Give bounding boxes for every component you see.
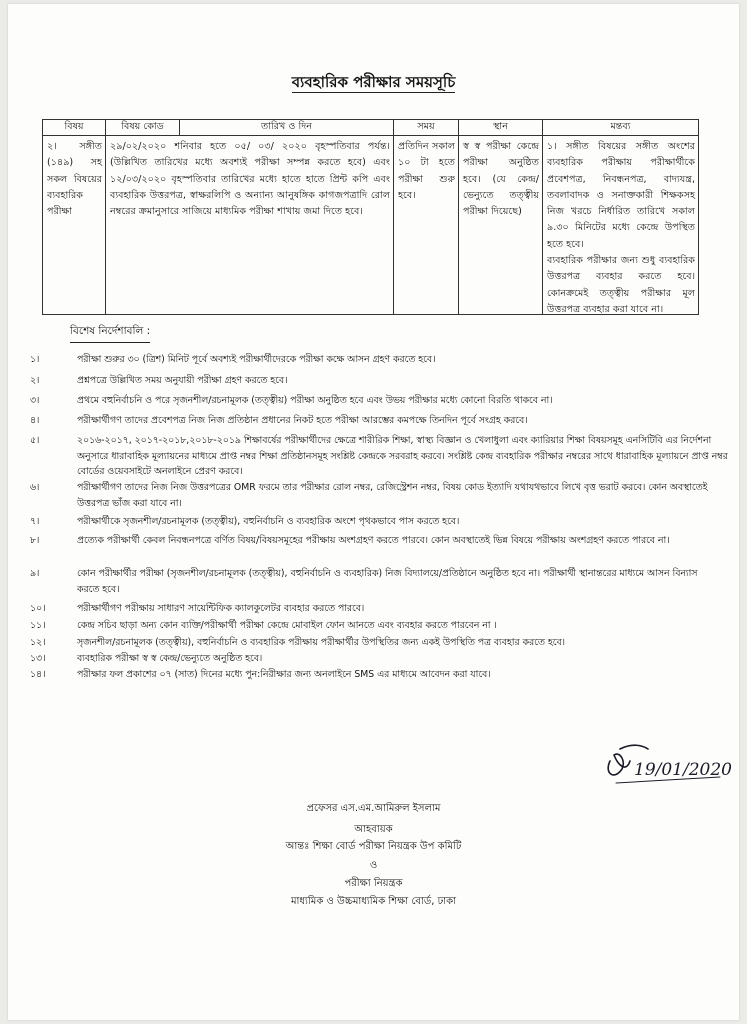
instruction-text: ২০১৬-২০১৭, ২০১৭-২০১৮,২০১৮-২০১৯ শিক্ষাবর্ষের পরীক্ষার্থীদের ক্ষেত্রে শারীরিক শিক্ষা, স্বাস্থ্য বিজ্ঞান ও খেলাধুলা এবং ক্যারিয়ার শিক্ষা বিষয়সমূহ এনসিটিবি এর নির্দেশনা অনুসারে ধারাবাহিক মূল্যায়নের মাধ্যমে প্রাপ্ত নম্বর শিক্ষা প্রতিষ্ঠানসমূহ সংশ্লিষ্ট কেন্দ্রকে সরবরাহ করবে। সংশ্লিষ্ট কেন্দ্র ব্যবহারিক পরীক্ষার নম্বরের সাথে ধারাবাহিক মূল্যায়নে প্রাপ্ত নম্বর বোর্ডের ওয়েবসাইটে অনলাইনে প্রেরণ করবে। xyxy=(77,435,728,477)
document-title xyxy=(0,71,747,96)
instruction-text: ব্যবহারিক পরীক্ষা স্ব স্ব কেন্দ্র/ভেন্যুতে অনুষ্ঠিত হবে। xyxy=(77,653,263,664)
remark-2: ব্যবহারিক পরীক্ষার জন্য শুধু ব্যবহারিক উত্তরপত্র ব্যবহার করতে হবে। কোনক্রমেই তত্ত্বীয় পরীক্ষার মূল উত্তরপত্র ব্যবহার করা যাবে না। xyxy=(547,255,695,315)
instruction-number: ১১। xyxy=(30,620,46,631)
instruction-text: পরীক্ষার্থীগণ তাদের প্রবেশপত্র নিজ নিজ প্রতিষ্ঠান প্রধানের নিকট হতে পরীক্ষা আরম্ভের কমপক্ষে তিনদিন পূর্বে সংগ্রহ করবে। xyxy=(77,415,528,426)
cell-subject: ২। সঙ্গীত (১৪৯) সহ সকল বিষয়ের ব্যবহারিক পরীক্ষা xyxy=(43,136,106,315)
cell-time: প্রতিদিন সকাল ১০ টা হতে পরীক্ষা শুরু হবে। xyxy=(394,136,459,315)
signatory-name: প্রফেসর এস.এম.আমিরুল ইসলাম xyxy=(306,803,441,814)
signatory-organization: মাধ্যমিক ও উচ্চমাধ্যমিক শিক্ষা বোর্ড, ঢাকা xyxy=(290,896,457,907)
signature-date: 19/01/2020 xyxy=(634,760,732,780)
instruction-text: পরীক্ষার্থীগণ পরীক্ষায় সাধারণ সায়েন্টিফিক ক্যালকুলেটর ব্যবহার করতে পারবে। xyxy=(77,603,365,614)
instruction-number: ২। xyxy=(30,375,40,386)
header-remarks: মন্তব্য xyxy=(543,120,699,136)
instruction-number: ১৩। xyxy=(30,653,46,664)
instruction-text: পরীক্ষা শুরুর ৩০ (ত্রিশ) মিনিট পূর্বে অবশ্যই পরীক্ষার্থীদেরকে পরীক্ষা কক্ষে আসন গ্রহণ করতে হবে। xyxy=(77,354,436,365)
instruction-number: ৪। xyxy=(30,415,40,426)
signatory-role-controller: পরীক্ষা নিয়ন্ত্রক xyxy=(344,878,403,889)
handwritten-signature xyxy=(596,739,732,791)
cell-date: ২৯/০২/২০২০ শনিবার হতে ০৫/ ০৩/ ২০২০ বৃহস্পতিবার পর্যন্ত। (উল্লিখিত তারিখের মধ্যে অবশ্যই পরীক্ষা সম্পন্ন করতে হবে) এবং ১২/০৩/২০২০ বৃহস্পতিবার তারিখের মধ্যে হাতে হাতে প্রিন্ট কপি এবং ব্যবহারিক উত্তরপত্র, স্বাক্ষরলিপি ও অন্যান্য আনুষঙ্গিক কাগজপত্রাদি রোল নম্বরের ক্রমানুসারে সাজিয়ে মাধ্যমিক পরীক্ষা শাখায় জমা দিতে হবে। xyxy=(106,136,394,315)
instruction-number: ৫। xyxy=(30,435,40,446)
instruction-number: ১৪। xyxy=(30,669,46,680)
header-subject: বিষয় xyxy=(43,120,106,136)
instruction-text: পরীক্ষার্থীগণ তাদের নিজ নিজ উত্তরপত্রের OMR ফরমে তার পরীক্ষার রোল নম্বর, রেজিস্ট্রেশন নম্বর, বিষয় কোড ইত্যাদি যথাযথভাবে লিখে বৃত্ত ভরাট করবে। কোন অবস্থাতেই উত্তরপত্র ভাঁজ করা যাবে না। xyxy=(77,482,708,509)
instruction-number: ১০। xyxy=(30,603,46,614)
header-place: স্থান xyxy=(459,120,543,136)
instruction-text: কোন পরীক্ষার্থীর পরীক্ষা (সৃজনশীল/রচনামূলক (তত্ত্বীয়), বহুনির্বাচনি ও ব্যবহারিক) নিজ বিদ্যালয়ে/প্রতিষ্ঠানে অনুষ্ঠিত হবে না। পরীক্ষার্থী স্থানান্তরের মাধ্যমে আসন বিন্যাস করতে হবে। xyxy=(77,568,698,595)
instruction-number: ১২। xyxy=(30,637,46,648)
instruction-text: প্রত্যেক পরীক্ষার্থী কেবল নিবন্ধনপত্রে বর্ণিত বিষয়/বিষয়সমূহের পরীক্ষায় অংশগ্রহণ করতে পারবে। কোন অবস্থাতেই ভিন্ন বিষয়ে পরীক্ষায় অংশগ্রহণ করতে পারবে না। xyxy=(77,535,670,546)
instruction-number: ৬। xyxy=(30,482,40,493)
instruction-text: কেন্দ্র সচিব ছাড়া অন্য কোন ব্যক্তি/পরীক্ষার্থী পরীক্ষা কেন্দ্রে মোবাইল ফোন আনতে এবং ব্যবহার করতে পারবেন না । xyxy=(77,620,497,631)
remark-1: ১। সঙ্গীত বিষয়ের সঙ্গীত অংশের ব্যবহারিক পরীক্ষায় পরীক্ষার্থীকে প্রবেশপত্র, নিবন্ধনপত্র, বাদ্যযন্ত্র, তবলাবাদক ও সনাক্তকারী শিক্ষকসহ নিজ খরচে নির্ধারিত তারিখে সকাল ৯.৩০ মিনিটের মধ্যে কেন্দ্রে উপস্থিত হতে হবে। xyxy=(547,141,695,250)
instruction-number: ৮। xyxy=(30,535,40,546)
instruction-number: ১। xyxy=(30,354,40,365)
instruction-text: পরীক্ষার ফল প্রকাশের ০৭ (সাত) দিনের মধ্যে পুন:নিরীক্ষার জন্য অনলাইনে SMS এর মাধ্যমে আবেদন করা যাবে। xyxy=(77,669,491,680)
instruction-text: প্রশ্নপত্রে উল্লিখিত সময় অনুযায়ী পরীক্ষা গ্রহণ করতে হবে। xyxy=(77,375,288,386)
header-time: সময় xyxy=(394,120,459,136)
special-instructions-heading: বিশেষ নির্দেশাবলি : xyxy=(70,324,150,343)
signatory-role-convener: আহবায়ক xyxy=(354,824,393,835)
signatory-and: ও xyxy=(369,860,378,871)
instruction-number: ৭। xyxy=(30,516,40,527)
schedule-row xyxy=(43,136,699,315)
title-text: ব্যবহারিক পরীক্ষার সময়সূচি xyxy=(291,73,456,91)
header-date: তারিখ ও দিন xyxy=(180,120,394,136)
instruction-number: ৩। xyxy=(30,395,40,406)
signatory-committee: আন্তঃ শিক্ষা বোর্ড পরীক্ষা নিয়ন্ত্রক উপ কমিটি xyxy=(285,841,462,852)
cell-remarks xyxy=(543,136,699,315)
instruction-number: ৯। xyxy=(30,568,40,579)
instruction-text: পরীক্ষার্থীকে সৃজনশীল/রচনামূলক (তত্ত্বীয়), বহুনির্বাচনি ও ব্যবহারিক অংশে পৃথকভাবে পাস করতে হবে। xyxy=(77,516,460,527)
schedule-header-row xyxy=(43,120,699,136)
cell-place: স্ব স্ব পরীক্ষা কেন্দ্রে পরীক্ষা অনুষ্ঠিত হবে। (যে কেন্দ্র/ ভেন্যুতে তত্ত্বীয় পরীক্ষা দিয়েছে) xyxy=(459,136,543,315)
schedule-table xyxy=(42,119,699,315)
instruction-text: সৃজনশীল/রচনামূলক (তত্ত্বীয়), বহুনির্বাচনি ও ব্যবহারিক পরীক্ষায় পরীক্ষার্থীর উপস্থিতির জন্য একই উপস্থিতি পত্র ব্যবহার করতে হবে। xyxy=(77,637,565,648)
header-code: বিষয় কোড xyxy=(106,120,180,136)
instruction-text: প্রথমে বহুনির্বাচনি ও পরে সৃজনশীল/রচনামূলক (তত্ত্বীয়) পরীক্ষা অনুষ্ঠিত হবে এবং উভয় পরীক্ষার মধ্যে কোনো বিরতি থাকবে না। xyxy=(77,395,553,406)
